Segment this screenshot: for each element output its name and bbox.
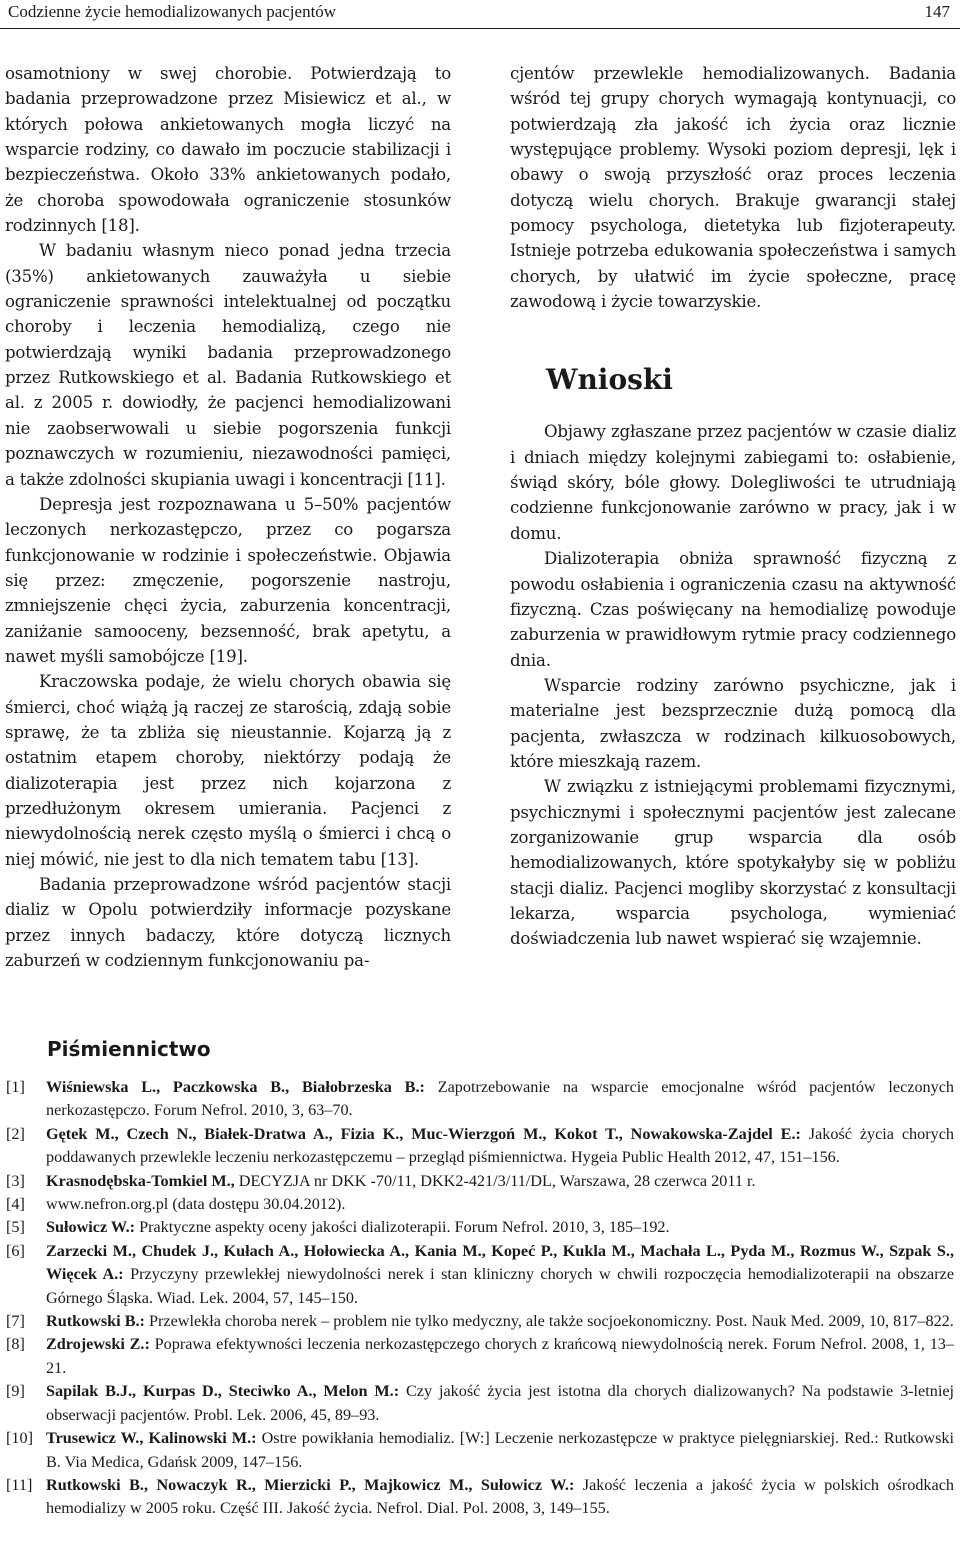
reference-authors: Gętek M., Czech N., Białek-Dratwa A., Fizia K., Muc-Wierzgoń M., Kokot T., Nowakowska-Zajdel E.:: [46, 1124, 801, 1143]
reference-item: [0, 1216, 960, 1239]
reference-number: [5]: [6, 1218, 25, 1237]
paragraph: Kraczowska podaje, że wielu chorych obawia się śmierci, choć wiążą ją raczej ze starością, zdają sobie sprawę, że ta zbliża się nieustannie. Kojarzą ją z ostatnim etapem choroby, niektórzy podają że dializoterapia jest przez nich kojarzona z przedłużonym okresem umierania. Pacjenci z niewydolnością nerek często myślą o śmierci i chcą o niej mówić, nie jest to dla nich tematem tabu [13].: [5, 672, 451, 869]
reference-authors: Rutkowski B.:: [46, 1312, 145, 1331]
reference-item: [0, 1193, 960, 1216]
section-heading-wnioski: Wnioski: [546, 363, 673, 397]
reference-number: [1]: [6, 1078, 25, 1096]
reference-item: [0, 1427, 960, 1474]
reference-authors: Sułowicz W.:: [46, 1218, 136, 1237]
reference-number: [9]: [6, 1382, 25, 1401]
paragraph: Wsparcie rodziny zarówno psychiczne, jak i materialne jest bezsprzecznie dużą pomocą dla pacjenta, zwłaszcza w rodzinach kilkuosobowych, które mieszkają razem.: [510, 675, 956, 771]
reference-text: Czy jakość życia jest istotna dla chorych dializowanych? Na podstawie 3-letniej obserwacji pacjentów. Probl. Lek. 2006, 45, 89–93.: [46, 1382, 955, 1424]
reference-item: [0, 1310, 960, 1333]
right-column: [510, 61, 956, 952]
reference-text: Jakość życia chorych poddawanych przewlekle leczeniu nerkozastępczemu – przegląd piśmiennictwa. Hygeia Public Health 2012, 47, 151–156.: [46, 1124, 955, 1167]
reference-text: Przewlekła choroba nerek – problem nie tylko medyczny, ale także socjoekonomiczny. Post. Nauk Med. 2009, 10, 817–822.: [144, 1312, 954, 1331]
reference-item: [0, 1333, 960, 1380]
reference-number: [4]: [6, 1195, 25, 1214]
reference-authors: Zarzecki M., Chudek J., Kułach A., Hołowiecka A., Kania M., Kopeć P., Kukla M., Machała L., Pyda M., Rozmus W., Szpak S., Więcek A.:: [46, 1241, 954, 1284]
reference-text: DECYZJA nr DKK -70/11, DKK2-421/3/11/DL, Warszawa, 28 czerwca 2011 r.: [234, 1171, 756, 1190]
reference-number: [7]: [6, 1312, 25, 1331]
reference-authors: Rutkowski B., Nowaczyk R., Mierzicki P., Majkowicz M., Sułowicz W.:: [46, 1475, 575, 1494]
left-column: [5, 61, 451, 973]
reference-number: [11]: [6, 1475, 33, 1494]
reference-text: Poprawa efektywności leczenia nerkozastępczego chorych z krańcową niewydolnością nerek. Forum Nefrol. 2008, 1, 13–21.: [46, 1335, 954, 1377]
paragraph: Depresja jest rozpoznawana u 5–50% pacjentów leczonych nerkozastępczo, przez co pogarsza funkcjonowanie w rodzinie i społeczeństwie. Objawia się przez: zmęczenie, pogorszenie nastroju, zmniejszenie chęci życia, zaburzenia koncentracji, zaniżanie samooceny, bezsenność, brak apetytu, a nawet myśli samobójcze [19].: [5, 494, 451, 666]
reference-number: [10]: [6, 1429, 33, 1448]
reference-number: [8]: [6, 1335, 25, 1354]
references-title: Piśmiennictwo: [47, 1037, 211, 1061]
running-title: Codzienne życie hemodializowanych pacjentów: [8, 2, 337, 21]
reference-number: [6]: [6, 1241, 25, 1260]
reference-text[interactable]: www.nefron.org.pl (data dostępu 30.04.2012).: [46, 1195, 346, 1214]
reference-authors: Zdrojewski Z.:: [46, 1335, 150, 1354]
reference-authors: Krasnodębska-Tomkiel M.,: [46, 1171, 235, 1190]
reference-authors: Wiśniewska L., Paczkowska B., Białobrzeska B.:: [46, 1078, 425, 1096]
reference-item: [0, 1076, 960, 1123]
page-number: 147: [924, 2, 950, 21]
reference-text: Zapotrzebowanie na wsparcie emocjonalne wśród pacjentów leczonych nerkozastępczo. Forum Nefrol. 2010, 3, 63–70.: [46, 1078, 954, 1120]
reference-authors: Sapilak B.J., Kurpas D., Steciwko A., Melon M.:: [46, 1382, 400, 1401]
paragraph: Badania przeprowadzone wśród pacjentów stacji dializ w Opolu potwierdziły informacje pozyskane przez innych badaczy, które dotyczą licznych zaburzeń w codziennym funkcjonowaniu pa-: [5, 875, 451, 971]
reference-text: Ostre powikłania hemodializ. [W:] Leczenie nerkozastępcze w praktyce pielęgniarskiej. Red.: Rutkowski B. Via Medica, Gdańsk 2009, 147–156.: [46, 1429, 955, 1471]
paragraph: W badaniu własnym nieco ponad jedna trzecia (35%) ankietowanych zauważyła u siebie ograniczenie sprawności intelektualnej od początku choroby i leczenia hemodializą, czego nie potwierdzają wyniki badania przeprowadzonego przez Rutkowskiego et al. Badania Rutkowskiego et al. z 2005 r. dowiodły, że pacjenci hemodializowani nie zaobserwowali u siebie pogorszenia funkcji poznawczych w rozumieniu, niezawodności pamięci, a także zdolności skupiania uwagi i koncentracji [11].: [5, 241, 451, 489]
reference-text: Praktyczne aspekty oceny jakości dializoterapii. Forum Nefrol. 2010, 3, 185–192.: [135, 1218, 670, 1237]
reference-text: Jakość leczenia a jakość życia w polskich ośrodkach hemodializy w 2005 roku. Część III. Jakość życia. Nefrol. Dial. Pol. 2008, 3, 149–155.: [46, 1475, 954, 1518]
reference-authors: Trusewicz W., Kalinowski M.:: [46, 1429, 257, 1448]
reference-number: [2]: [6, 1124, 25, 1143]
paragraph: Dializoterapia obniża sprawność fizyczną z powodu osłabienia i ograniczenia czasu na aktywność fizyczną. Czas poświęcany na hemodializę powoduje zaburzenia w prawidłowym rytmie pracy codziennego dnia.: [510, 549, 956, 670]
paragraph: cjentów przewlekle hemodializowanych. Badania wśród tej grupy chorych wymagają kontynuacji, co potwierdzają zła jakość ich życia oraz licznie występujące problemy. Wysoki poziom depresji, lęk i obawy o swoją przyszłość oraz proces leczenia dotyczą wielu chorych. Brakuje gwarancji stałej pomocy psychologa, dietetyka lub fizjoterapeuty. Istnieje potrzeba edukowania społeczeństwa i samych chorych, by ułatwić im życie społeczne, pracę zawodową i życie towarzyskie.: [510, 64, 956, 312]
reference-text: Przyczyny przewlekłej niewydolności nerek i stan kliniczny chorych w chwili rozpoczęcia hemodializoterapii na obszarze Górnego Śląska. Wiad. Lek. 2004, 57, 145–150.: [46, 1265, 955, 1307]
paragraph: osamotniony w swej chorobie. Potwierdzają to badania przeprowadzone przez Misiewicz et al., w których połowa ankietowanych mogła liczyć na wsparcie rodziny, co dawało im poczucie stabilizacji i bezpieczeństwa. Około 33% ankietowanych podało, że choroba spowodowała ograniczenie stosunków rodzinnych [18].: [5, 64, 451, 236]
reference-item: [0, 1170, 960, 1193]
header-divider: [0, 28, 960, 29]
page-header: [0, 0, 960, 28]
reference-number: [3]: [6, 1171, 25, 1190]
references-section: [0, 1036, 960, 1521]
reference-item: [0, 1123, 960, 1170]
reference-item: [0, 1240, 960, 1310]
paragraph: Objawy zgłaszane przez pacjentów w czasie dializ i dniach między kolejnymi zabiegami to: osłabienie, świąd skóry, bóle głowy. Dolegliwości te utrudniają codzienne funkcjonowanie zarówno w pracy, jak i w domu.: [510, 422, 956, 543]
reference-item: [0, 1380, 960, 1427]
reference-list: [0, 1076, 960, 1521]
paragraph: W związku z istniejącymi problemami fizycznymi, psychicznymi i społecznymi pacjentów jest zalecane zorganizowanie grup wsparcia dla osób hemodializowanych, które spotykałyby się w pobliżu stacji dializ. Pacjenci mogliby skorzystać z konsultacji lekarza, wsparcia psychologa, wymieniać doświadczenia lub nawet wspierać się wzajemnie.: [510, 777, 956, 949]
reference-item: [0, 1474, 960, 1521]
